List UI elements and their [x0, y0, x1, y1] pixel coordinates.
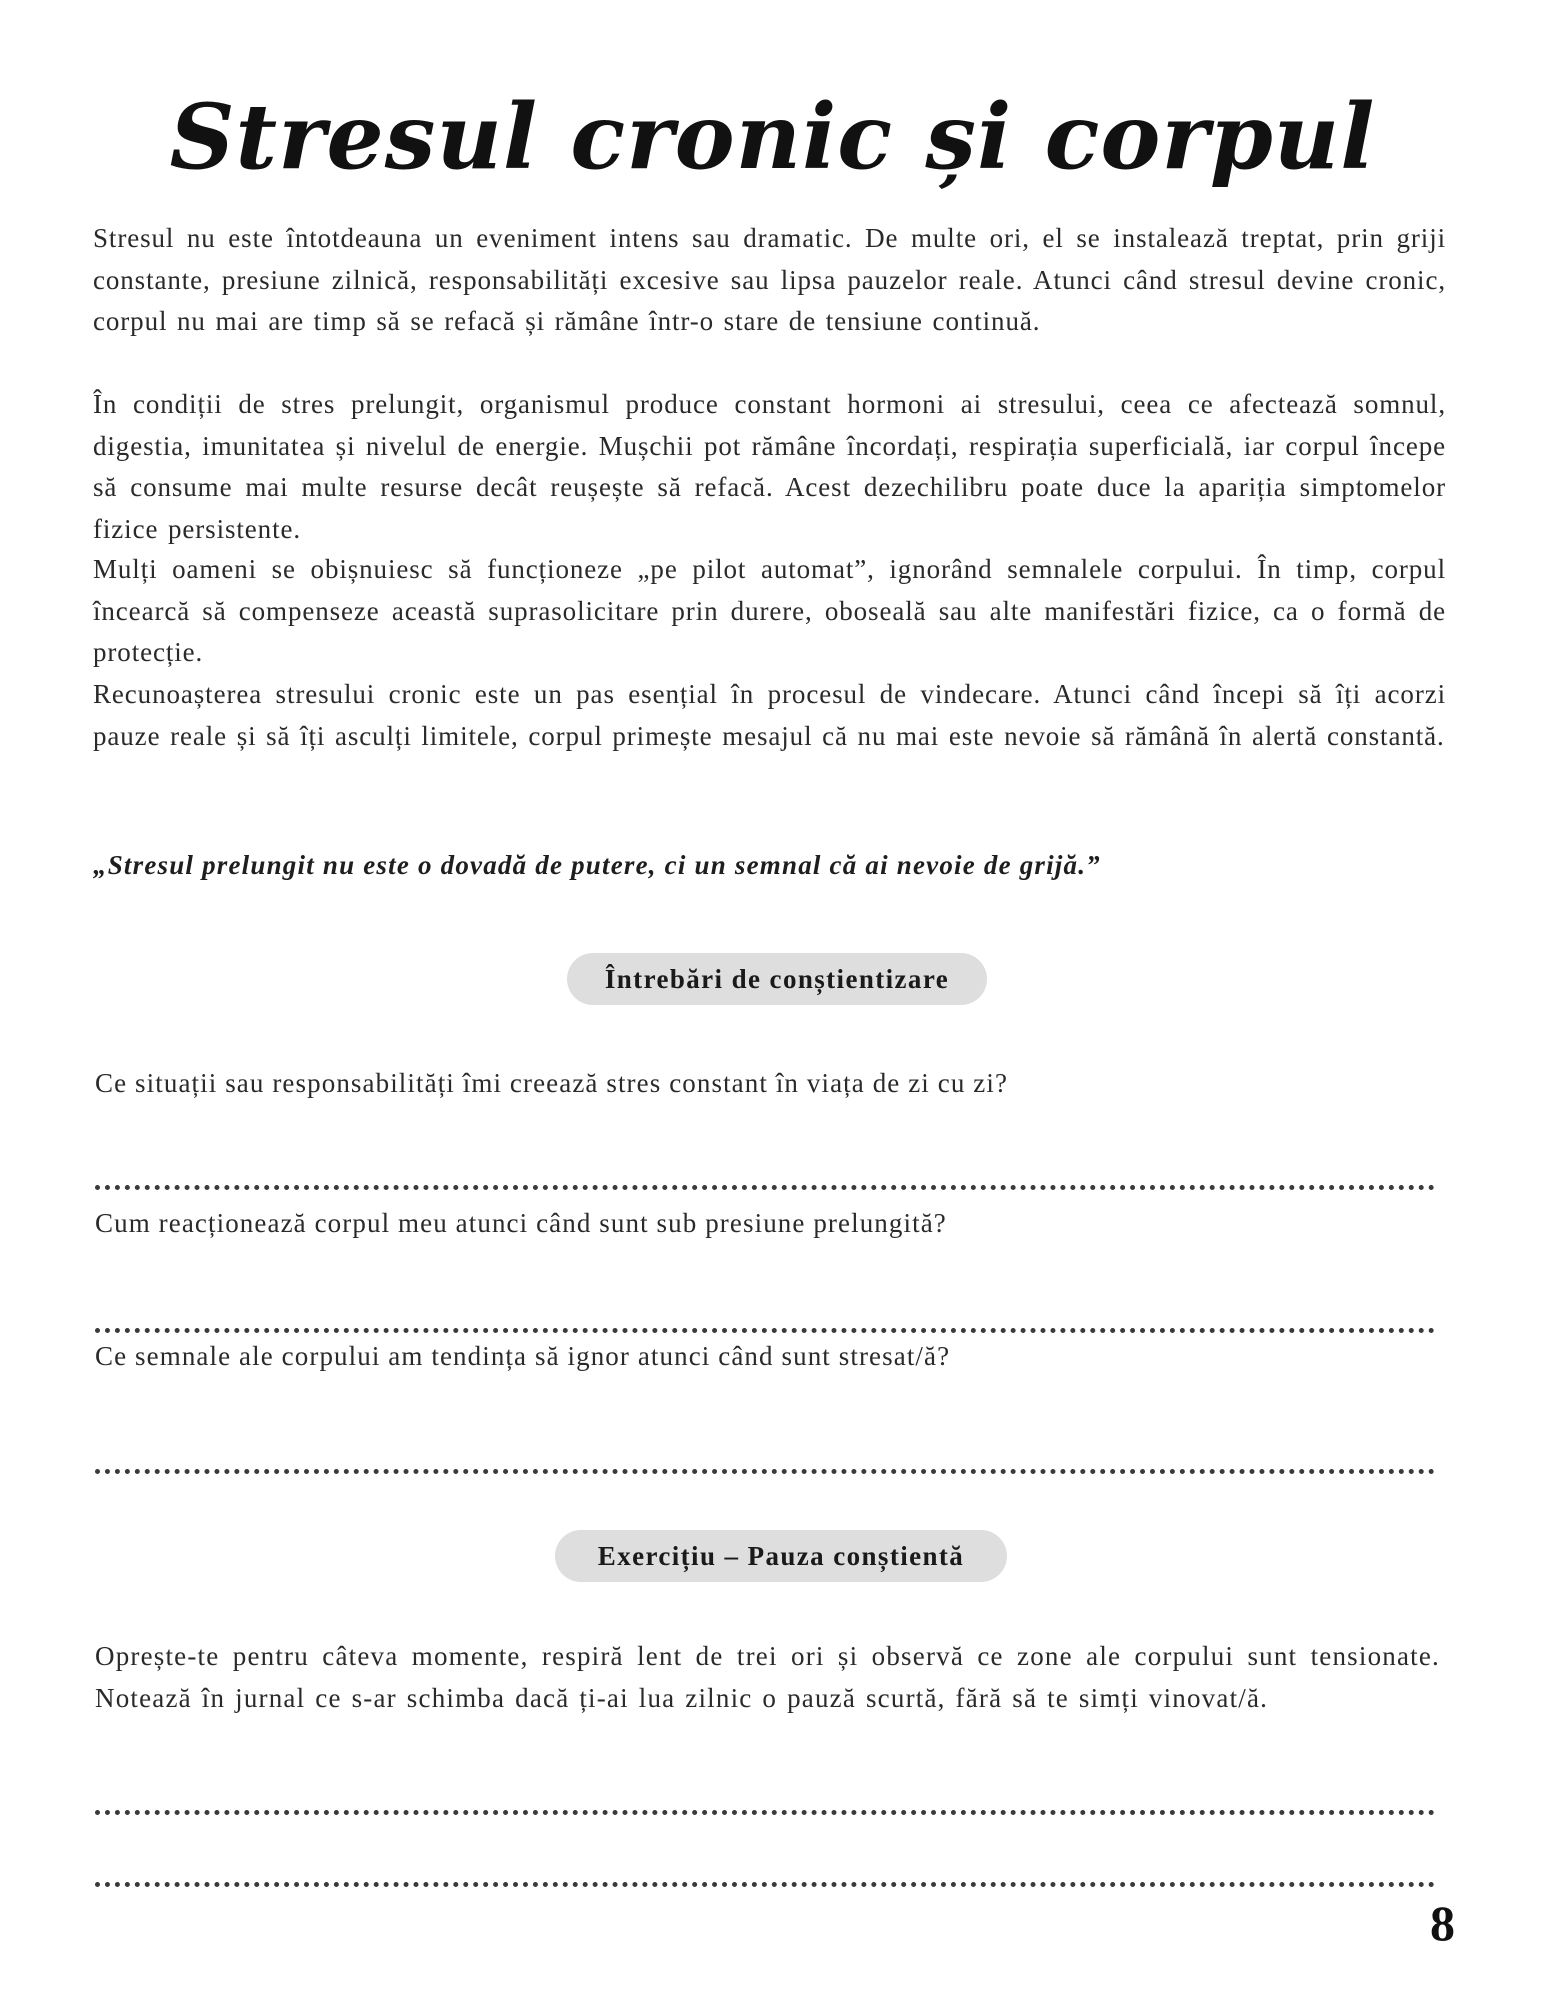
exercise-section-heading: Exercițiu – Pauza conștientă	[555, 1530, 1007, 1582]
awareness-question: Ce semnale ale corpului am tendința să ignor atunci când sunt stresat/ă?	[95, 1341, 951, 1371]
answer-line[interactable]	[95, 1882, 1435, 1887]
exercise-instructions: Oprește-te pentru câteva momente, respiră lent de trei ori și observă ce zone ale corpului sunt tensionate. Notează în jurnal ce s-ar schimba dacă ți-ai lua zilnic o pauză scurtă, fără să te simți vinovat/ă.	[95, 1641, 1440, 1713]
awareness-question: Cum reacționează corpul meu atunci când sunt sub presiune prelungită?	[95, 1208, 947, 1238]
answer-line[interactable]	[95, 1185, 1435, 1190]
awareness-section-heading: Întrebări de conștientizare	[567, 953, 987, 1005]
awareness-question: Ce situații sau responsabilități îmi creează stres constant în viața de zi cu zi?	[95, 1068, 1009, 1098]
body-paragraph: În condiții de stres prelungit, organismul produce constant hormoni ai stresului, ceea ce afectează somnul, digestia, imunitatea și nivelul de energie. Mușchii pot rămâne încordați, respirația superficială, iar corpul începe să consume mai multe resurse decât reușește să refacă. Acest dezechilibru poate duce la apariția simptomelor fizice persistente.	[93, 389, 1446, 544]
answer-line[interactable]	[95, 1328, 1435, 1333]
highlight-quote: „Stresul prelungit nu este o dovadă de putere, ci un semnal că ai nevoie de grijă.”	[93, 850, 1101, 880]
answer-line[interactable]	[95, 1469, 1435, 1474]
intro-paragraph: Stresul nu este întotdeauna un eveniment intens sau dramatic. De multe ori, el se instalează treptat, prin griji constante, presiune zilnică, responsabilități excesive sau lipsa pauzelor reale. Atunci când stresul devine cronic, corpul nu mai are timp să se refacă și rămâne într-o stare de tensiune continuă.	[93, 223, 1446, 336]
page-number: 8	[1430, 1895, 1455, 1951]
body-paragraph: Recunoașterea stresului cronic este un pas esențial în procesul de vindecare. Atunci când începi să îți acorzi pauze reale și să îți asculți limitele, corpul primește mesajul că nu mai este nevoie să rămână în alertă constantă.	[93, 679, 1446, 751]
body-paragraph: Mulți oameni se obișnuiesc să funcționeze „pe pilot automat”, ignorând semnalele corpului. În timp, corpul încearcă să compenseze această suprasolicitare prin durere, oboseală sau alte manifestări fizice, ca o formă de protecție.	[93, 554, 1446, 667]
page-title: Stresul cronic și corpul	[169, 84, 1376, 190]
answer-line[interactable]	[95, 1810, 1435, 1815]
